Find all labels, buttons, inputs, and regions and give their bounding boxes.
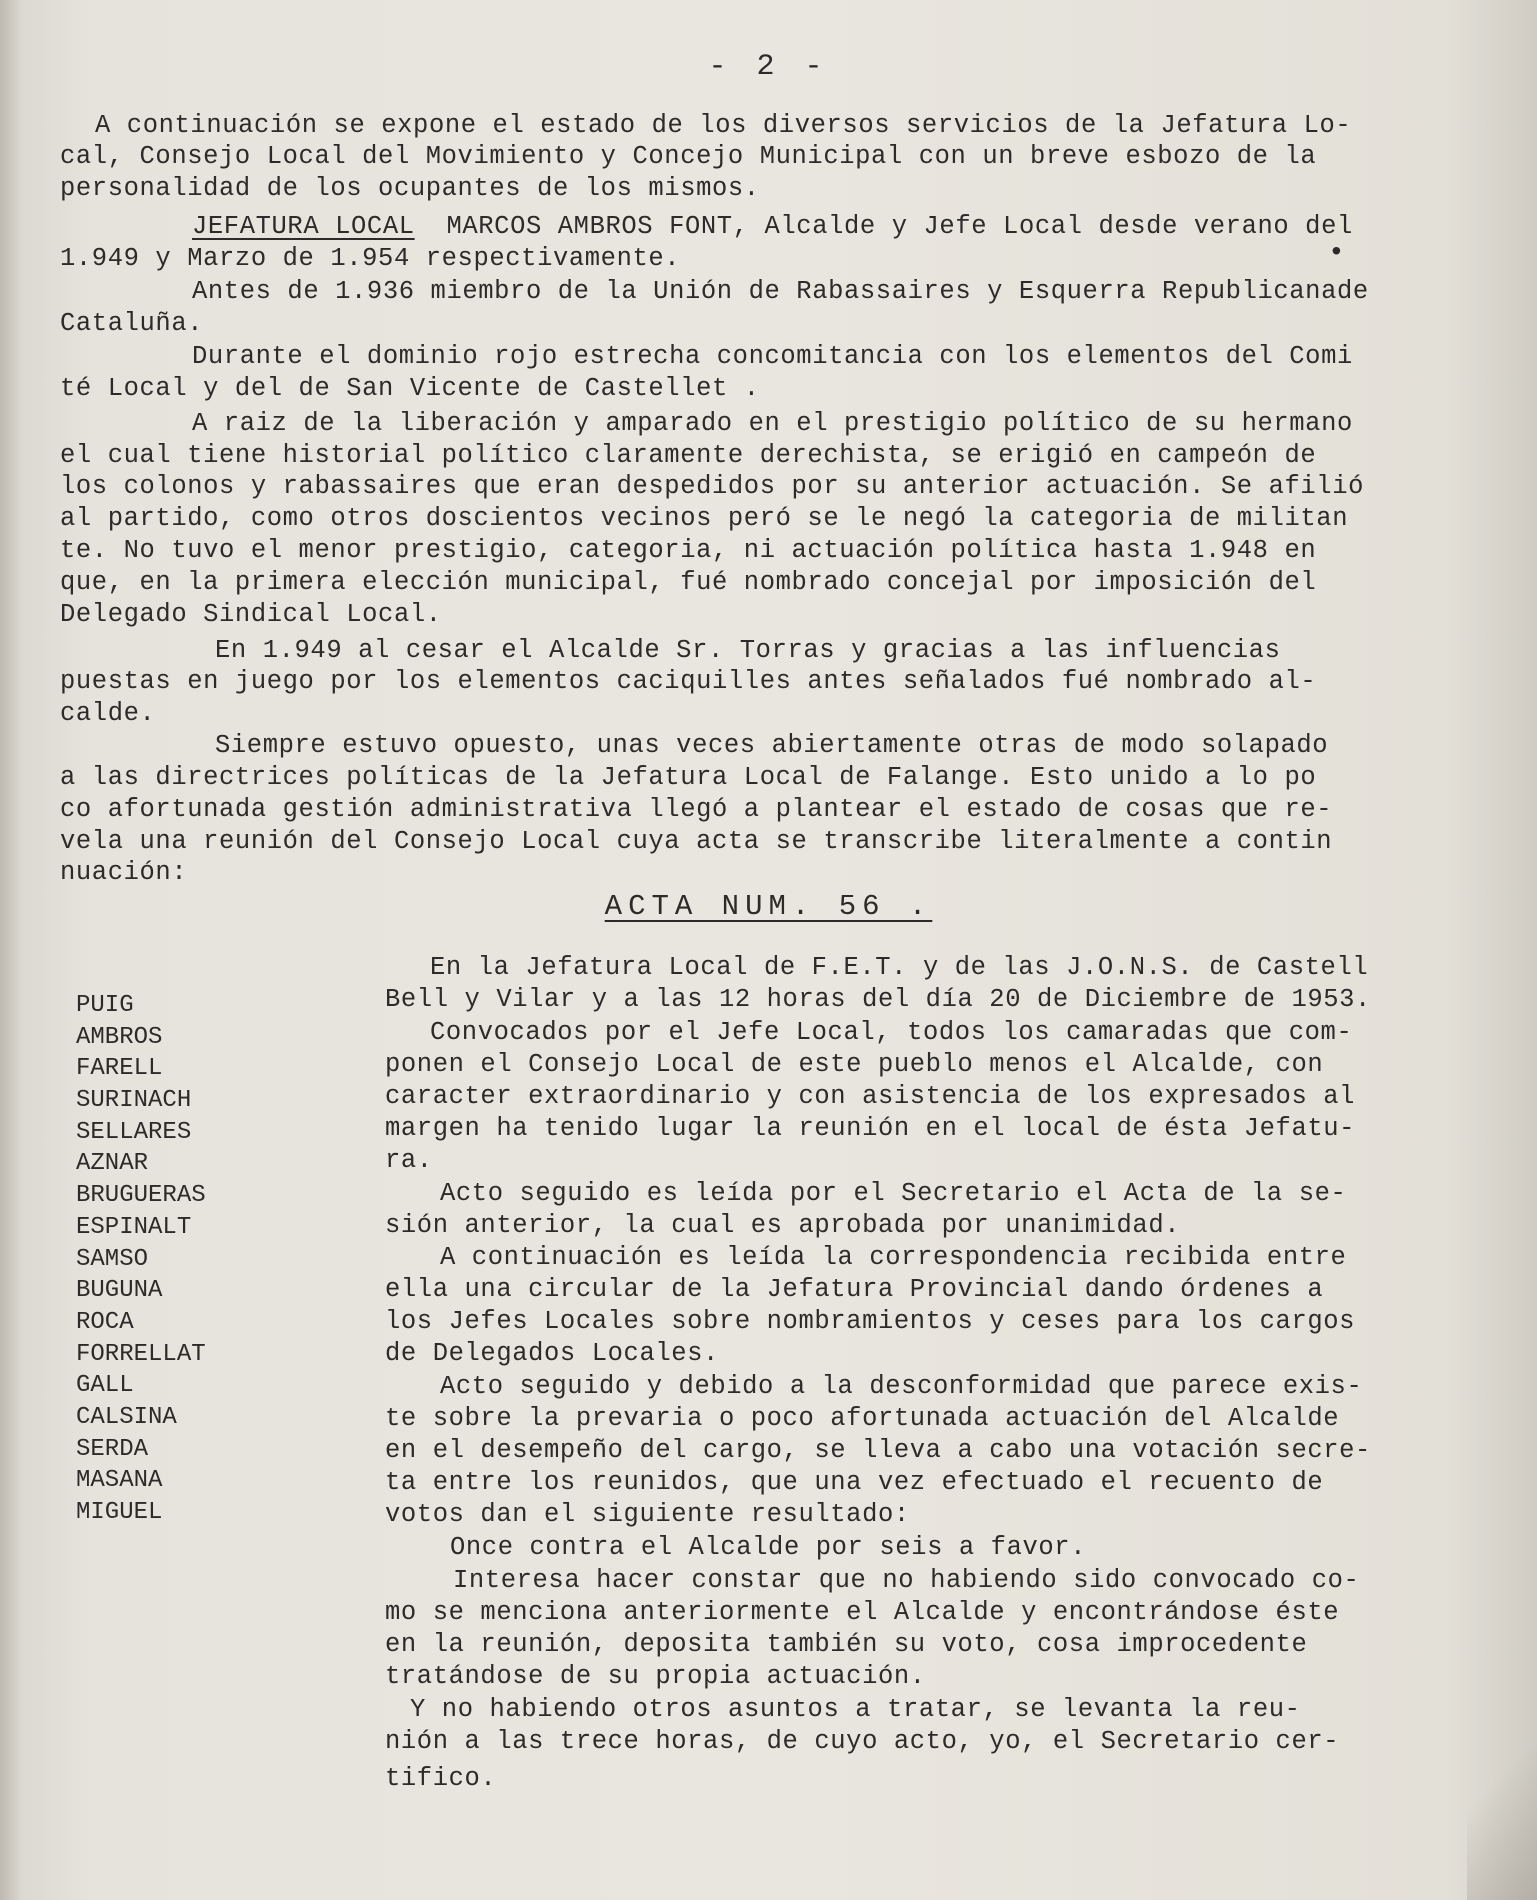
attendee-name: PUIG	[76, 992, 134, 1019]
attendee-name: FORRELLAT	[76, 1340, 206, 1368]
page-curl-shadow	[1467, 1700, 1537, 1900]
attendee-name: BUGUNA	[76, 1277, 163, 1305]
acta-line-19: Once contra el Alcalde por seis a favor.	[450, 1533, 1087, 1562]
acta-line-21: mo se menciona anteriormente el Alcalde y encontrándose éste	[385, 1598, 1340, 1627]
page-number: - 2 -	[708, 50, 829, 84]
attendee-name: ESPINALT	[76, 1213, 192, 1241]
acta-line-11: ella una circular de la Jefatura Provincial dando órdenes a	[385, 1275, 1324, 1304]
attendee-name: FARELL	[76, 1055, 163, 1083]
attendee-name: SELLARES	[76, 1118, 192, 1146]
acta-line-9: sión anterior, la cual es aprobada por unanimidad.	[385, 1211, 1181, 1240]
acta-line-20: Interesa hacer constar que no habiendo sido convocado co-	[453, 1566, 1360, 1595]
acta-line-22: en la reunión, deposita también su voto, cosa improcedente	[385, 1630, 1308, 1659]
jefatura-line-1	[192, 211, 1522, 242]
acta-line-4: ponen el Consejo Local de este pueblo menos el Alcalde, con	[385, 1050, 1324, 1079]
body-line-18: vela una reunión del Consejo Local cuya acta se transcribe literalmente a contin	[60, 827, 1333, 856]
acta-line-25: nión a las trece horas, de cuyo acto, yo, el Secretario cer-	[385, 1727, 1340, 1756]
stray-ink-mark: •	[1328, 238, 1345, 269]
attendee-name: ROCA	[76, 1308, 134, 1336]
body-line-3: Durante el dominio rojo estrecha concomitancia con los elementos del Comi	[192, 342, 1353, 371]
body-line-15: Siempre estuvo opuesto, unas veces abiertamente otras de modo solapado	[215, 731, 1329, 760]
body-line-13: puestas en juego por los elementos caciquilles antes señalados fué nombrado al-	[60, 667, 1317, 696]
acta-line-14: Acto seguido y debido a la desconformidad que parece exis-	[440, 1372, 1363, 1401]
body-line-19: nuación:	[60, 858, 188, 887]
attendee-name: AMBROS	[76, 1023, 163, 1051]
attendee-name: CALSINA	[76, 1403, 177, 1431]
attendee-name: AZNAR	[76, 1150, 149, 1178]
body-line-12: En 1.949 al cesar el Alcalde Sr. Torras y gracias a las influencias	[215, 636, 1281, 665]
attendee-name: GALL	[76, 1372, 134, 1400]
body-line-14: calde.	[60, 699, 156, 728]
jefatura-person: MARCOS AMBROS FONT, Alcalde y Jefe Local desde verano del	[446, 212, 1353, 241]
acta-line-13: de Delegados Locales.	[385, 1339, 719, 1368]
acta-line-23: tratándose de su propia actuación.	[385, 1662, 926, 1691]
body-line-1: Antes de 1.936 miembro de la Unión de Rabassaires y Esquerra Republicanade	[192, 277, 1369, 306]
acta-line-1: En la Jefatura Local de F.E.T. y de las J.O.N.S. de Castell	[430, 953, 1369, 982]
page-edge-shadow	[0, 0, 22, 1900]
body-line-7: los colonos y rabassaires que eran despedidos por su anterior actuación. Se afilió	[60, 472, 1365, 501]
body-line-4: té Local y del de San Vicente de Castellet .	[60, 374, 760, 403]
body-line-9: te. No tuvo el menor prestigio, categoria, ni actuación política hasta 1.948 en	[60, 536, 1317, 565]
acta-line-16: en el desempeño del cargo, se lleva a cabo una votación secre-	[385, 1436, 1371, 1465]
body-line-2: Cataluña.	[60, 309, 204, 338]
acta-line-7: ra.	[385, 1146, 433, 1175]
attendee-name: SAMSO	[76, 1245, 149, 1273]
attendee-name: SURINACH	[76, 1087, 192, 1115]
body-line-8: al partido, como otros doscientos vecinos peró se le negó la categoria de militan	[60, 504, 1349, 533]
acta-line-2: Bell y Vilar y a las 12 horas del día 20 de Diciembre de 1953.	[385, 985, 1371, 1014]
acta-line-24: Y no habiendo otros asuntos a tratar, se levanta la reu-	[410, 1695, 1301, 1724]
attendee-name: BRUGUERAS	[76, 1182, 206, 1210]
intro-line-2: cal, Consejo Local del Movimiento y Concejo Municipal con un breve esbozo de la	[60, 142, 1317, 171]
attendee-name: MASANA	[76, 1467, 163, 1495]
acta-line-26: tifico.	[385, 1764, 497, 1793]
acta-line-3: Convocados por el Jefe Local, todos los camaradas que com-	[430, 1018, 1353, 1047]
intro-line-3: personalidad de los ocupantes de los mismos.	[60, 174, 760, 203]
jefatura-line-2: 1.949 y Marzo de 1.954 respectivamente.	[60, 244, 681, 273]
acta-line-5: caracter extraordinario y con asistencia de los expresados al	[385, 1082, 1356, 1111]
attendee-name: MIGUEL	[76, 1499, 163, 1526]
acta-line-15: te sobre la prevaria o poco afortunada actuación del Alcalde	[385, 1404, 1340, 1433]
body-line-16: a las directrices políticas de la Jefatura Local de Falange. Esto unido a lo po	[60, 763, 1317, 792]
attendee-list	[76, 990, 206, 1529]
acta-line-10: A continuación es leída la correspondencia recibida entre	[440, 1243, 1347, 1272]
body-line-10: que, en la primera elección municipal, fué nombrado concejal por imposición del	[60, 568, 1317, 597]
attendee-name: SERDA	[76, 1435, 149, 1463]
acta-heading: ACTA NUM. 56 .	[604, 890, 933, 923]
intro-line-1: A continuación se expone el estado de los diversos servicios de la Jefatura Lo-	[95, 111, 1352, 140]
acta-line-17: ta entre los reunidos, que una vez efectuado el recuento de	[385, 1468, 1324, 1497]
body-line-17: co afortunada gestión administrativa llegó a plantear el estado de cosas que re-	[60, 795, 1333, 824]
acta-line-8: Acto seguido es leída por el Secretario el Acta de la se-	[440, 1179, 1347, 1208]
body-line-6: el cual tiene historial político claramente derechista, se erigió en campeón de	[60, 441, 1317, 470]
body-line-11: Delegado Sindical Local.	[60, 600, 442, 629]
jefatura-label: JEFATURA LOCAL	[192, 212, 415, 241]
acta-line-6: margen ha tenido lugar la reunión en el local de ésta Jefatu-	[385, 1114, 1356, 1143]
body-line-5: A raiz de la liberación y amparado en el prestigio político de su hermano	[192, 409, 1353, 438]
acta-line-18: votos dan el siguiente resultado:	[385, 1500, 910, 1529]
acta-line-12: los Jefes Locales sobre nombramientos y ceses para los cargos	[385, 1307, 1356, 1336]
